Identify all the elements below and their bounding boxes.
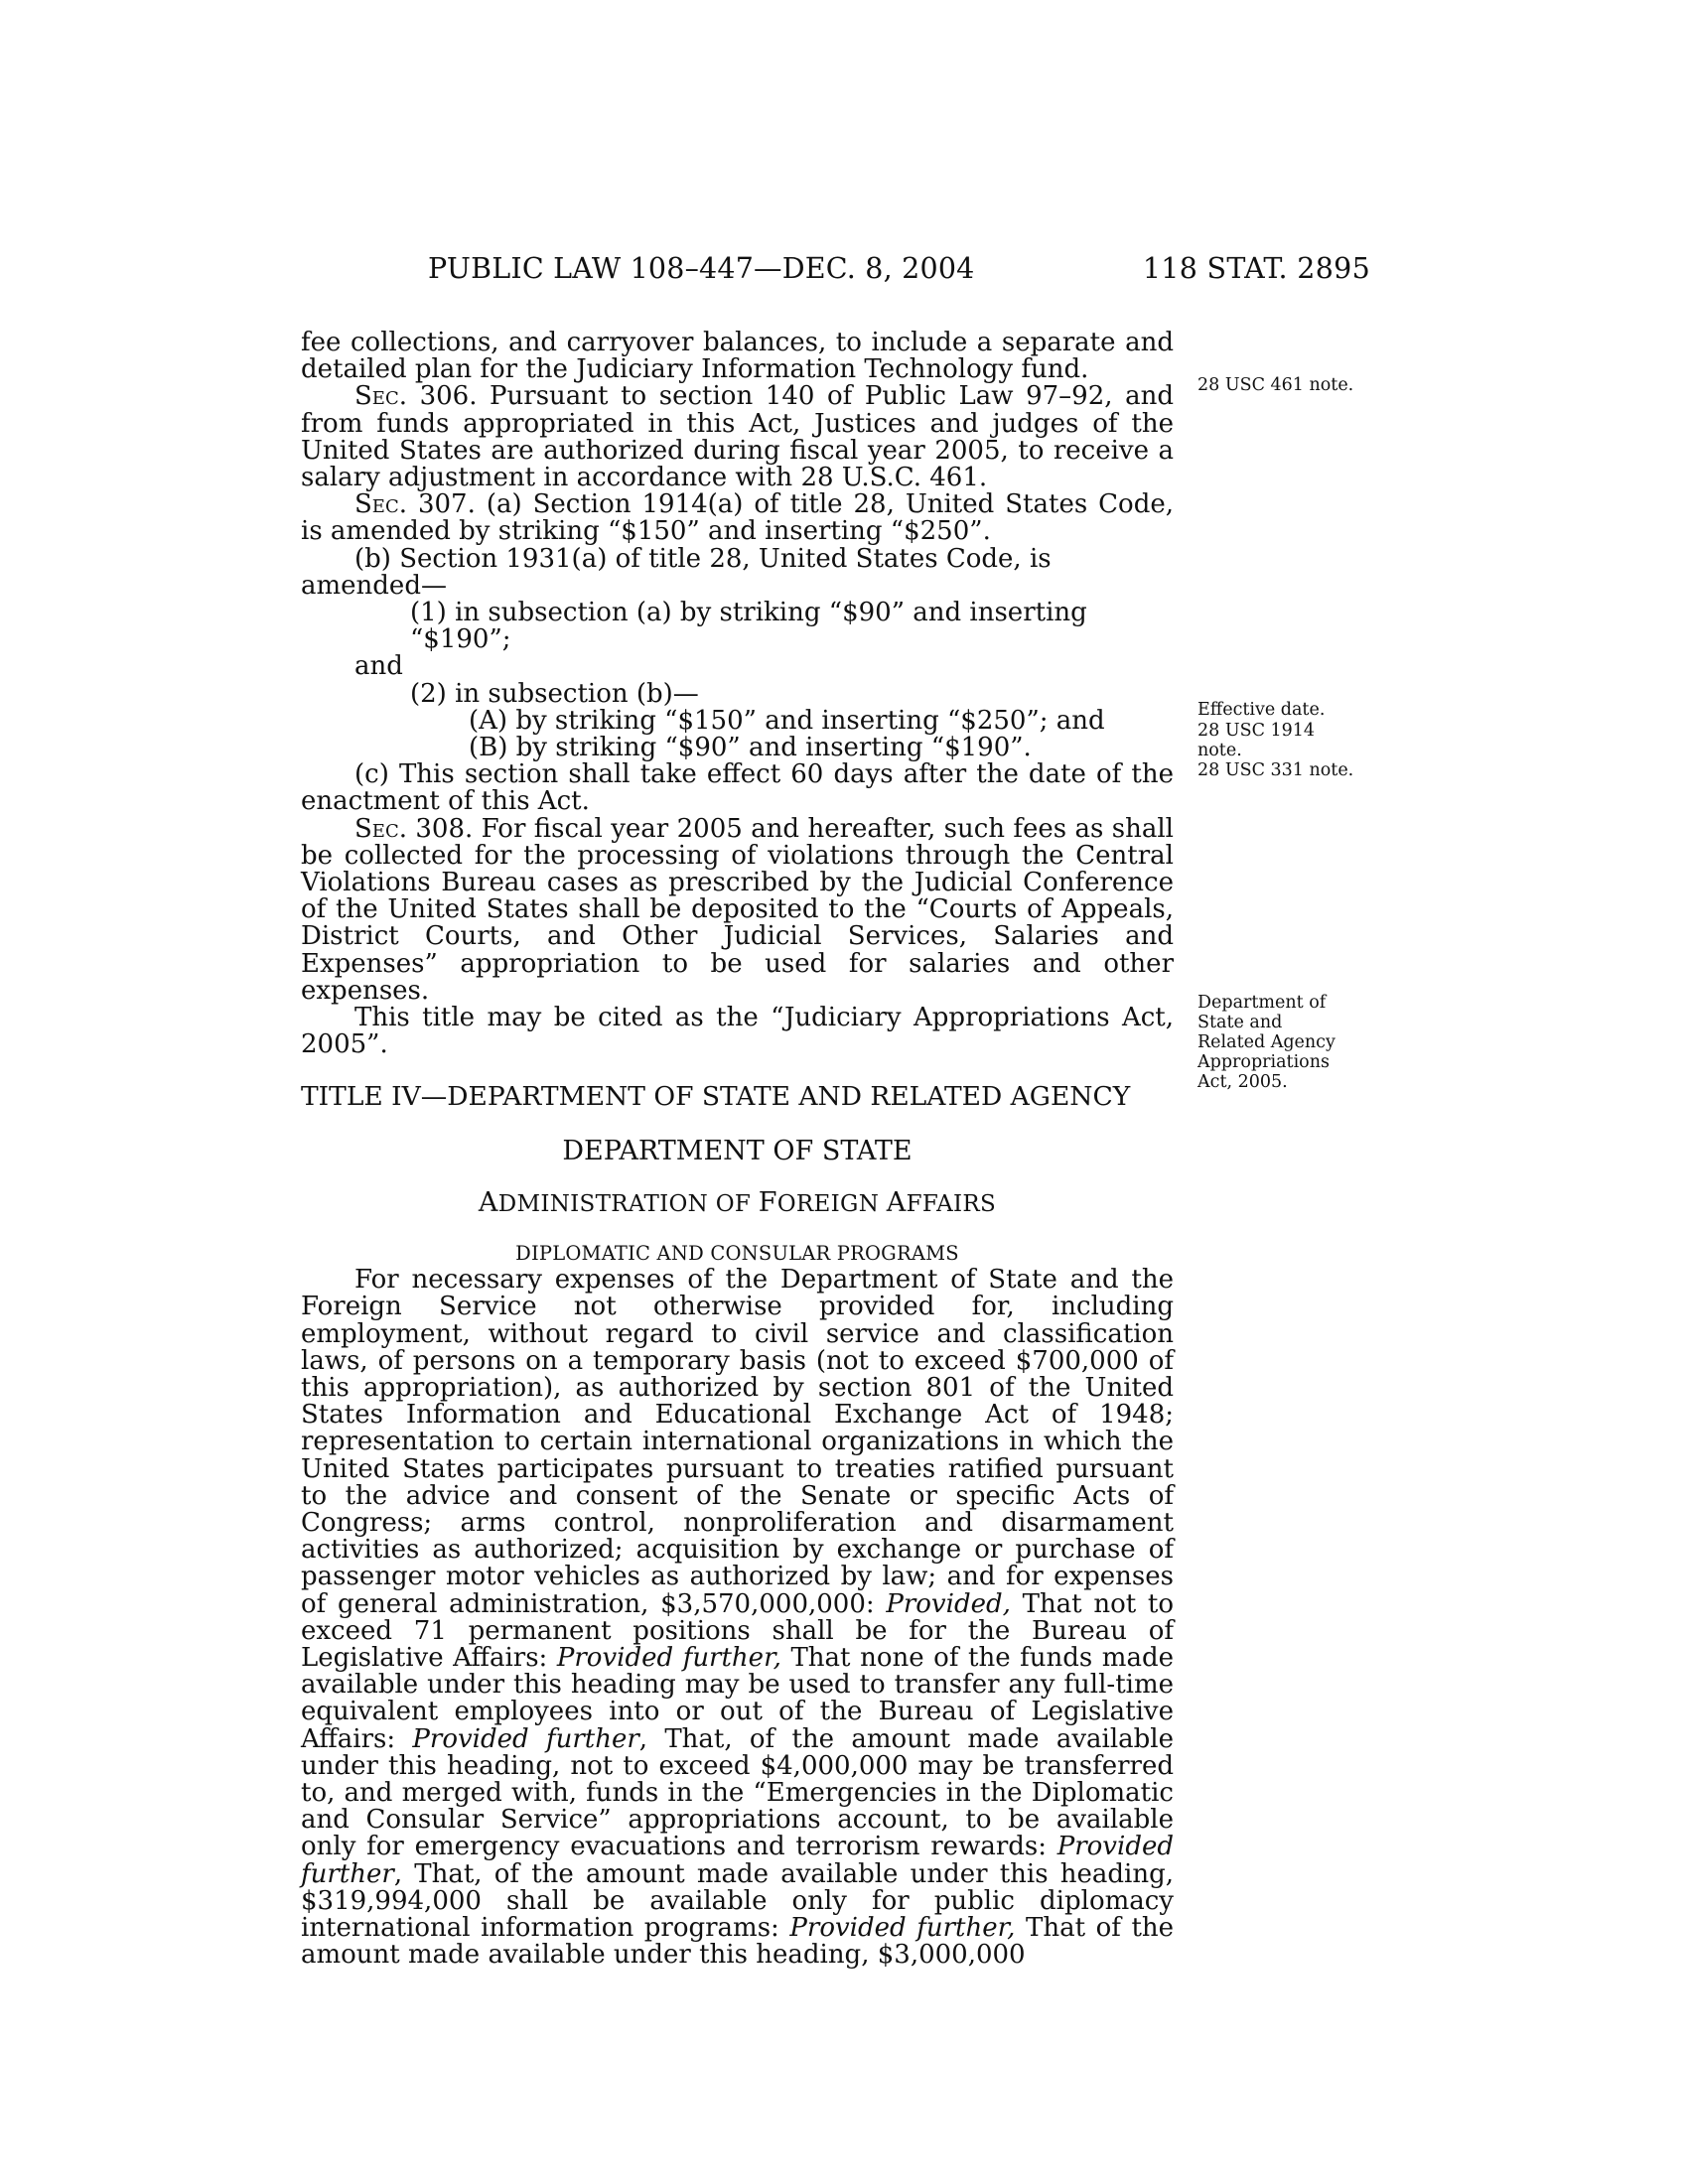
paragraph-fee-collections: fee collections, and carryover balances, to include a separate and detailed plan for the Judiciary Information Technology fund.: [301, 328, 1174, 385]
margin-note-dos-line5: Act, 2005.: [1197, 1072, 1288, 1092]
section-307-b-1-and: and: [354, 651, 403, 682]
diplomatic-programs-paragraph: For necessary expenses of the Department of State and the Foreign Service not otherwise provided for, including employment, without regard to civil service and classification laws, of persons on a temporary basis (not to exceed $700,000 of this appropriation), as authorized by section 801 of the United States Information and Educational Exchange Act of 1948; representation to certain international organizations in which the United States participates pursuant to treaties ratified pursuant to the advice and consent of the Senate or specific Acts of Congress; arms control, nonproliferation and disarmament activities as authorized; acquisition by exchange or purchase of passenger motor vehicles as authorized by law; and for expenses of general administration, $3,570,000,000: Provided, That not to exceed 71 permanent positions shall be for the Bureau of Legislative Affairs: Provided further, That none of the funds made available under this heading may be used to transfer any full-time equivalent employees into or out of the Bureau of Legislative Affairs: Provided further, That, of the amount made available under this heading, not to exceed $4,000,000 may be transferred to, and merged with, funds in the “Emergencies in the Diplomatic and Consular Service” appropriations account, to be available only for emergency evacuations and terrorism rewards: Provided further, That, of the amount made available under this heading, $319,994,000 shall be available only for public diplomacy international information programs: Provided further, That of the amount made available under this heading, $3,000,000: [301, 1265, 1175, 1971]
statute-page-number: 118 STAT. 2895: [1142, 252, 1370, 285]
section-306-text: 306. Pursuant to section 140 of Public Law 97–92, and from funds appropriated in this Act, Justices and judges of the United States are authorized during fiscal year 2005, to receive a salary adjustment in accordance with 28 U.S.C. 461.: [301, 381, 1174, 493]
margin-note-dos-line4: Appropriations: [1197, 1052, 1330, 1072]
margin-note-effective-date: Effective date.: [1197, 700, 1326, 720]
section-307: [301, 491, 1174, 545]
margin-note-dos-line3: Related Agency: [1197, 1032, 1336, 1052]
section-307-text: 307. (a) Section 1914(a) of title 28, United States Code, is amended by striking “$150” and inserting “$250”.: [301, 489, 1174, 547]
section-label: Sec.: [354, 489, 407, 520]
section-307-b-1: (1) in subsection (a) by striking “$90” and inserting “$190”;: [410, 598, 1087, 655]
margin-note-note: note.: [1197, 741, 1242, 760]
margin-note-28-usc-461: 28 USC 461 note.: [1197, 375, 1354, 395]
margin-note-dos-line1: Department of: [1197, 993, 1327, 1013]
section-307-b-2-B: (B) by striking “$90” and inserting “$190”.: [469, 733, 1032, 763]
margin-note-28-usc-1914: 28 USC 1914: [1197, 721, 1316, 741]
short-title-citation: This title may be cited as the “Judiciary Appropriations Act, 2005”.: [301, 1003, 1174, 1060]
section-307-b: (b) Section 1931(a) of title 28, United States Code, is amended—: [301, 543, 1052, 601]
diplomatic-programs-heading: DIPLOMATIC AND CONSULAR PROGRAMS: [515, 1241, 959, 1265]
department-of-state-heading: DEPARTMENT OF STATE: [562, 1136, 913, 1167]
section-308: [301, 813, 1174, 1006]
section-label: Sec.: [354, 813, 407, 844]
public-law-citation: PUBLIC LAW 108–447—DEC. 8, 2004: [428, 252, 975, 285]
section-308-text: 308. For fiscal year 2005 and hereafter, such fees as shall be collected for the processing of violations through the Central Violations Bureau cases as prescribed by the Judicial Conference of the United States shall be deposited to the “Courts of Appeals, District Courts, and Other Judicial Services, Salaries and Expenses” appropriation to be used for salaries and other expenses.: [301, 813, 1174, 1006]
running-header: [298, 252, 1370, 288]
margin-note-28-usc-331: 28 USC 331 note.: [1197, 760, 1354, 780]
section-307-c: (c) This section shall take effect 60 days after the date of the enactment of this Act.: [301, 759, 1174, 817]
title-iv-heading: TITLE IV—DEPARTMENT OF STATE AND RELATED AGENCY: [301, 1081, 1131, 1113]
section-307-b-2-A: (A) by striking “$150” and inserting “$250”; and: [469, 705, 1105, 736]
section-label: Sec.: [354, 381, 407, 412]
administration-heading: ADMINISTRATION OF FOREIGN AFFAIRS: [478, 1186, 997, 1218]
section-306: [301, 383, 1174, 491]
law-text-body: [301, 330, 1174, 1969]
margin-note-dos-line2: State and: [1197, 1013, 1283, 1032]
section-307-b-2: (2) in subsection (b)—: [410, 678, 699, 709]
